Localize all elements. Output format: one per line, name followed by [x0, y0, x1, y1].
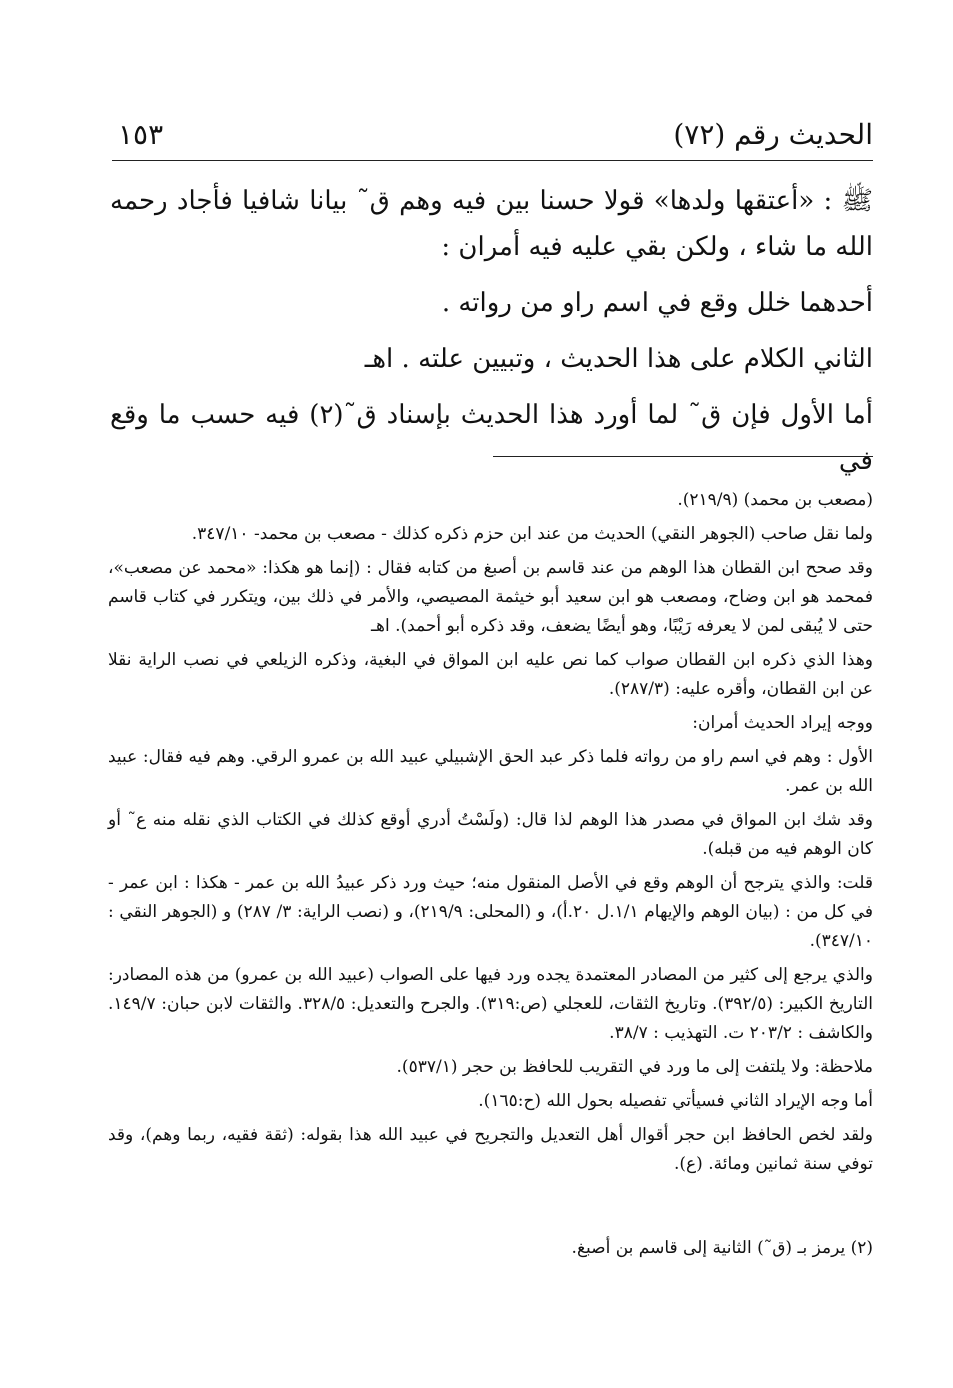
page-header — [118, 112, 873, 156]
main-paragraph-1: ﷺ : «أعتقها ولدها» قولا حسنا بين فيه وهم ق˜ بيانا شافيا فأجاد رحمه الله ما شاء ، ولكن بقي عليه فيه أمران : — [110, 186, 873, 262]
note-paragraph: ملاحظة: ولا يلتفت إلى ما ورد في التقريب للحافظ بن حجر (٥٣٧/١). — [396, 1057, 873, 1077]
header-divider — [112, 160, 873, 161]
note-paragraph: ولقد لخص الحافظ ابن حجر أقوال أهل التعديل والتجريح في عبيد الله هذا بقوله: (ثقة فقيه، ربما وهم)، وقد توفي سنة ثمانين ومائة. (ع). — [108, 1125, 873, 1174]
note-paragraph: وقد شك ابن المواق في مصدر هذا الوهم لذا قال: (ولَسْتُ أدري أوقع كذلك في الكتاب الذي نقله منه ع˜ أو كان الوهم فيه من قبله). — [108, 810, 873, 859]
note-paragraph: (مصعب بن محمد) (٢١٩/٩). — [677, 490, 873, 510]
main-paragraph-4: أما الأول فإن ق˜ لما أورد هذا الحديث بإسناد ق˜(٢) فيه حسب ما وقع في — [110, 400, 874, 476]
commentary-notes — [108, 486, 873, 1184]
note-paragraph: قلت: والذي يترجح أن الوهم وقع في الأصل المنقول منه؛ حيث ورد ذكر عبيدُ الله بن عمر - هكذا : ابن عمر - في كل من : (بيان الوهم والإيهام ١/١.ل ٢٠.أ)، و (المحلى: ٢١٩/٩)، و (نصب الراية: ٣/ ٢٨٧) و (الجوهر النقي : ٣٤٧/١٠). — [108, 873, 873, 951]
note-paragraph: والذي يرجع إلى كثير من المصادر المعتمدة يجده ورد فيها على الصواب (عبيد الله بن عمرو) من هذه المصادر: التاريخ الكبير: (٣٩٢/٥). وتاريخ الثقات، للعجلي (ص:٣١٩). والجرح والتعديل: ٣٢٨/٥. والثقات لابن حبان: ١٤٩/٧. والكاشف : ٢٠٣/٢ ت. التهذيب : ٣٨/٧. — [108, 965, 874, 1043]
main-text — [110, 178, 873, 484]
page-number: ١٥٣ — [118, 117, 164, 151]
note-paragraph: ووجه إيراد الحديث أمران: — [692, 713, 873, 733]
note-paragraph: وهذا الذي ذكره ابن القطان صواب كما نص عليه ابن المواق في البغية، وذكره الزيلعي في نصب الراية نقلا عن ابن القطان، وأقره عليه: (٢٨٧/٣). — [108, 650, 873, 699]
note-paragraph: ولما نقل صاحب (الجوهر النقي) الحديث من عند ابن حزم ذكره كذلك - مصعب بن محمد- ٣٤٧/١٠. — [191, 524, 873, 544]
running-title: الحديث رقم (٧٢) — [673, 117, 873, 151]
footnote: (٢) يرمز بـ (ق˜) الثانية إلى قاسم بن أصبغ. — [571, 1238, 873, 1258]
main-paragraph-2: أحدهما خلل وقع في اسم راو من رواته . — [441, 288, 873, 318]
main-paragraph-3: الثاني الكلام على هذا الحديث ، وتبيين علته . اهـ — [364, 344, 873, 374]
note-paragraph: الأول : وهم في اسم راو من رواته فلما ذكر عبد الحق الإشبيلي عبيد الله بن عمرو الرقي. وهم فيه فقال: عبيد الله بن عمر. — [108, 747, 873, 796]
note-paragraph: أما وجه الإيراد الثاني فسيأتي تفصيله بحول الله (ح:١٦٥). — [478, 1091, 873, 1111]
note-paragraph: وقد صحح ابن القطان هذا الوهم من عند قاسم بن أصبغ من كتابه فقال : (إنما هو هكذا: «محمد عن مصعب»، فمحمد هو ابن وضاح، ومصعب هو ابن سعيد أبو خيثمة المصيصي، والأمر في ذلك بين، ويتكرر في كتاب قاسم حتى لا يُبقى لمن لا يعرفه رَيْبًا، وهو أيضًا يضعف، وقد ذكره أبو أحمد). اهـ — [108, 558, 873, 636]
notes-divider — [493, 456, 873, 457]
